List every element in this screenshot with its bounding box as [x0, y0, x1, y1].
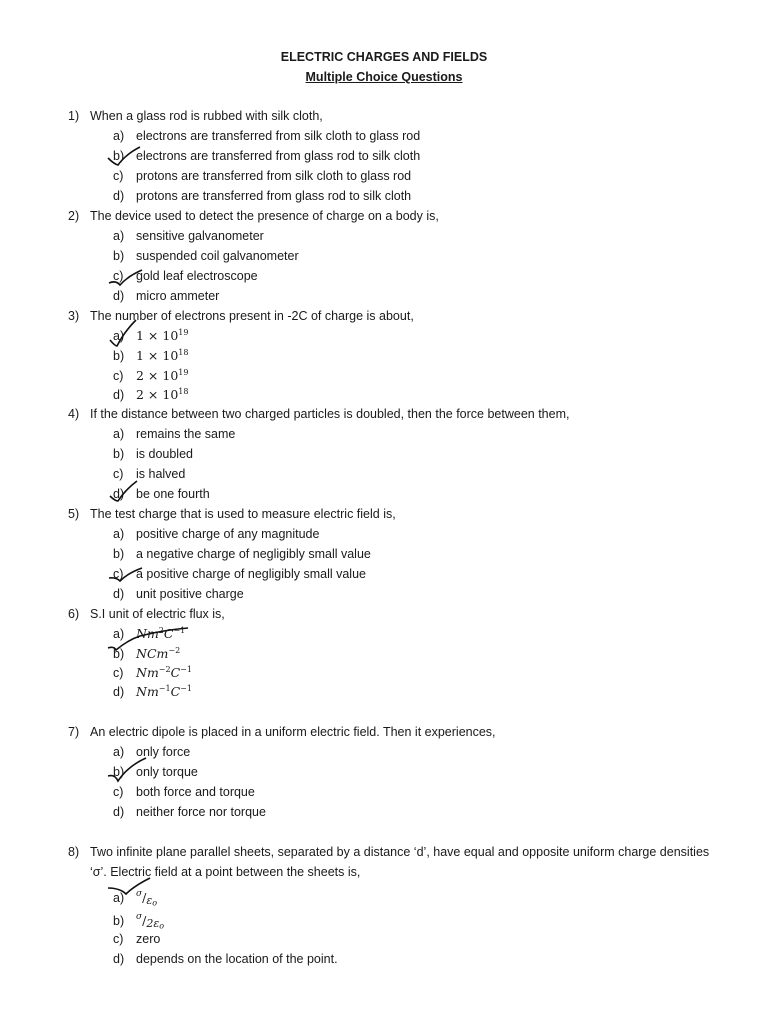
- option-1d: d) protons are transferred from glass rod to silk cloth: [113, 189, 412, 203]
- option-8b: b) $^\sigma/2\varepsilon_o$: [113, 912, 165, 931]
- question-number: 1): [68, 109, 80, 123]
- option-6c: c) $Nm^{-2}C^{-1}$: [113, 665, 192, 680]
- question-number: 6): [68, 607, 80, 621]
- option-5a: a) positive charge of any magnitude: [113, 527, 320, 541]
- question-2: [68, 206, 728, 226]
- option-6d: d) $Nm^{-1}C^{-1}$: [113, 684, 192, 699]
- option-7c: c) both force and torque: [113, 785, 255, 799]
- option-4a: a) remains the same: [113, 427, 236, 441]
- option-2a: a) sensitive galvanometer: [113, 229, 264, 243]
- question-5: [68, 504, 728, 524]
- question-text: An electric dipole is placed in a uniform electric field. Then it experiences,: [90, 725, 496, 739]
- question-text-continued: ‘σ’. Electric field at a point between the sheets is,: [90, 865, 361, 879]
- question-text: S.I unit of electric flux is,: [90, 607, 225, 621]
- option-3b: b) $1 \times 10^{18}$: [113, 348, 189, 363]
- question-text: Two infinite plane parallel sheets, separated by a distance ‘d’, have equal and opposite uniform charge densities: [90, 845, 710, 859]
- option-3d: d) $2 \times 10^{18}$: [113, 387, 189, 402]
- option-3a: a) $1 \times 10^{19}$: [113, 328, 189, 343]
- question-6: [68, 604, 728, 624]
- option-8d: d) depends on the location of the point.: [113, 952, 338, 966]
- option-5c: c) a positive charge of negligibly small value: [113, 567, 366, 581]
- question-7: [68, 722, 728, 742]
- option-8a: a) $^\sigma/\varepsilon_o$: [113, 889, 158, 908]
- question-number: 7): [68, 725, 80, 739]
- option-7a: a) only force: [113, 745, 191, 759]
- option-4b: b) is doubled: [113, 447, 193, 461]
- document-title: ELECTRIC CHARGES AND FIELDS: [280, 50, 488, 64]
- question-text: When a glass rod is rubbed with silk cloth,: [90, 109, 323, 123]
- option-6a: a) $Nm^2C^{-1}$: [113, 626, 186, 641]
- option-1c: c) protons are transferred from silk cloth to glass rod: [113, 169, 412, 183]
- option-3c: c) $2 \times 10^{19}$: [113, 368, 189, 383]
- question-text: If the distance between two charged particles is doubled, then the force between them,: [90, 407, 570, 421]
- document-subtitle: Multiple Choice Questions: [305, 70, 463, 84]
- question-number: 3): [68, 309, 80, 323]
- question-number: 5): [68, 507, 80, 521]
- question-number: 4): [68, 407, 80, 421]
- option-2d: d) micro ammeter: [113, 289, 220, 303]
- option-1a: a) electrons are transferred from silk cloth to glass rod: [113, 129, 421, 143]
- question-text: The test charge that is used to measure electric field is,: [90, 507, 396, 521]
- question-number: 2): [68, 209, 80, 223]
- question-number: 8): [68, 845, 80, 859]
- option-4c: c) is halved: [113, 467, 186, 481]
- option-4d: d) be one fourth: [113, 487, 210, 501]
- option-1b: b) electrons are transferred from glass rod to silk cloth: [113, 149, 421, 163]
- option-7b: b) only torque: [113, 765, 198, 779]
- option-8c: c) zero: [113, 932, 161, 946]
- question-text: The number of electrons present in -2C of charge is about,: [90, 309, 414, 323]
- option-7d: d) neither force nor torque: [113, 805, 266, 819]
- option-6b: b) NCm$^{-2}$: [113, 646, 181, 661]
- option-2b: b) suspended coil galvanometer: [113, 249, 299, 263]
- question-4: [68, 404, 728, 424]
- question-1: [68, 106, 728, 126]
- option-2c: c) gold leaf electroscope: [113, 269, 258, 283]
- option-5b: b) a negative charge of negligibly small value: [113, 547, 371, 561]
- question-text: The device used to detect the presence of charge on a body is,: [90, 209, 439, 223]
- option-5d: d) unit positive charge: [113, 587, 244, 601]
- question-8: [68, 842, 728, 882]
- question-3: [68, 306, 728, 326]
